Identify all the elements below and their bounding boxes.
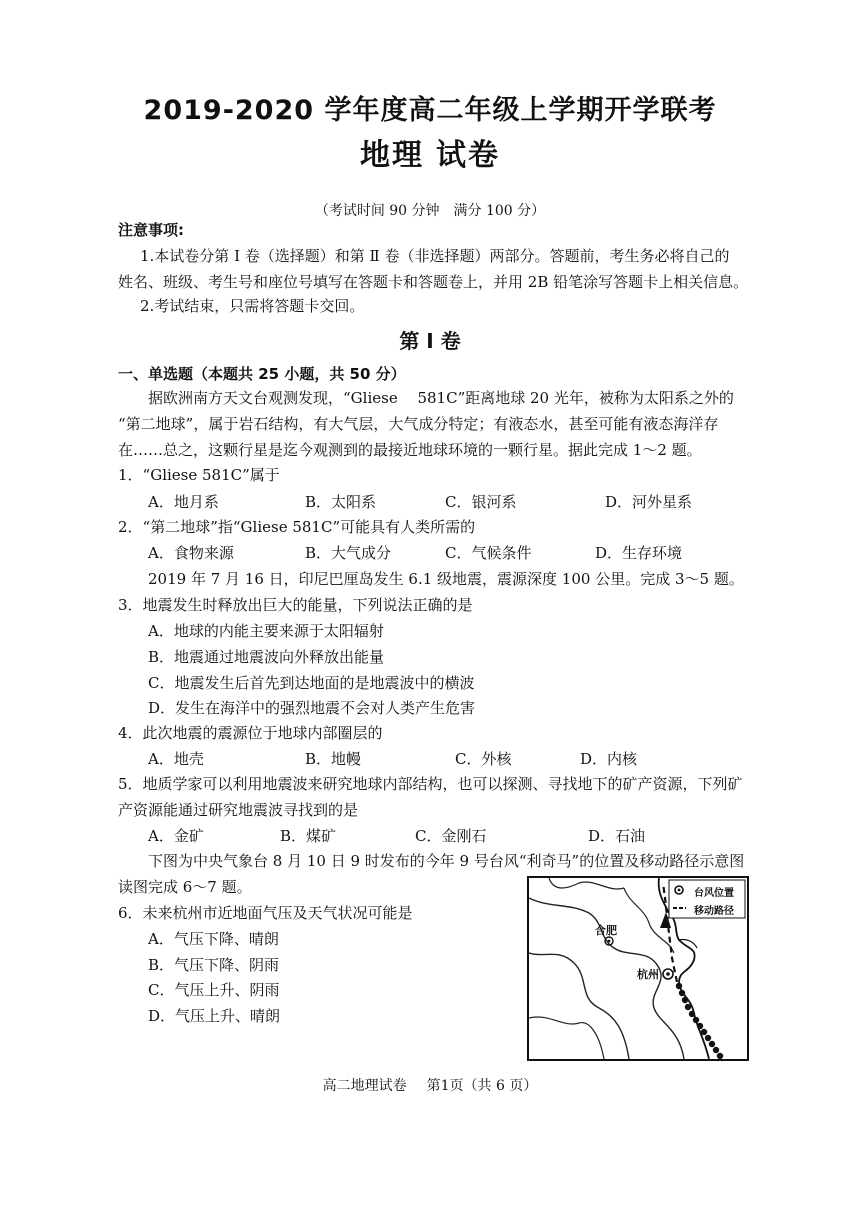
question-4-option-b: B．地幔: [305, 750, 362, 768]
question-1-option-b: B．太阳系: [305, 493, 377, 511]
city-label-hangzhou: 杭州: [637, 968, 659, 981]
footer-page-number: 第1页（共 6 页）: [426, 1078, 538, 1094]
question-2-option-b: B．大气成分: [305, 544, 392, 562]
city-label-hefei: 合肥: [595, 924, 617, 937]
question-1-option-c: C．银河系: [445, 493, 517, 511]
question-4-option-c: C．外核: [455, 750, 512, 768]
question-6-option-b: B．气压下降、阴雨: [148, 956, 280, 974]
question-6-stem: 6．未来杭州市近地面气压及天气状况可能是: [118, 904, 413, 922]
notice-item-1-line-1: 1.本试卷分第 Ⅰ 卷（选择题）和第 Ⅱ 卷（非选择题）两部分。答题前，考生务必将自己的: [140, 247, 730, 265]
typhoon-map: [527, 876, 749, 1061]
question-2-option-c: C．气候条件: [445, 544, 532, 562]
question-3-option-a: A．地球的内能主要来源于太阳辐射: [148, 622, 384, 640]
subject-name: 地理: [360, 138, 424, 173]
question-6-option-d: D．气压上升、晴朗: [148, 1007, 281, 1025]
section-title: 第 I 卷: [399, 329, 461, 353]
question-5-option-b: B．煤矿: [280, 827, 337, 845]
legend-path-label: 移动路径: [694, 906, 734, 917]
question-6-option-a: A．气压下降、晴朗: [148, 930, 279, 948]
footer-subject: 高二地理试卷: [322, 1078, 407, 1094]
notice-item-2: 2.考试结束，只需将答题卡交回。: [140, 297, 365, 315]
question-5-option-c: C．金刚石: [415, 827, 487, 845]
passage-1-line-2: “第二地球”，属于岩石结构，有大气层，大气成分特定；有液态水，甚至可能有液态海洋存: [118, 415, 719, 433]
question-4-stem: 4．此次地震的震源位于地球内部圈层的: [118, 724, 383, 742]
paper-title: [0, 130, 860, 174]
legend-typhoon-label: 台风位置: [694, 888, 734, 899]
passage-1-line-3: 在……总之，这颗行星是迄今观测到的最接近地球环境的一颗行星。据此完成 1～2 题。: [118, 441, 702, 459]
page-footer: [0, 1075, 860, 1095]
question-4-option-d: D．内核: [580, 750, 638, 768]
question-5-option-d: D．石油: [588, 827, 646, 845]
passage-3-line-1: 下图为中央气象台 8 月 10 日 9 时发布的今年 9 号台风“利奇马”的位置及移动路径示意图: [148, 852, 745, 870]
question-5-option-a: A．金矿: [148, 827, 204, 845]
question-3-option-d: D．发生在海洋中的强烈地震不会对人类产生危害: [148, 699, 476, 717]
question-6-option-c: C．气压上升、阴雨: [148, 981, 280, 999]
question-5-stem-line-1: 5．地质学家可以利用地震波来研究地球内部结构，也可以探测、寻找地下的矿产资源，下列矿: [118, 775, 743, 793]
notice-heading: 注意事项:: [118, 221, 184, 239]
part-heading: 一、单选题（本题共 25 小题，共 50 分）: [118, 365, 406, 383]
passage-2: 2019 年 7 月 16 日，印尼巴厘岛发生 6.1 级地震，震源深度 100 公里。完成 3～5 题。: [148, 570, 744, 588]
paper-label: 试卷: [436, 138, 500, 173]
question-1-stem: 1．“Gliese 581C”属于: [118, 466, 280, 484]
question-2-option-a: A．食物来源: [148, 544, 234, 562]
question-3-stem: 3．地震发生时释放出巨大的能量，下列说法正确的是: [118, 596, 473, 614]
passage-3-line-2: 读图完成 6～7 题。: [118, 878, 252, 896]
question-3-option-b: B．地震通过地震波向外释放出能量: [148, 648, 385, 666]
exam-info: （考试时间 90 分钟 满分 100 分）: [314, 203, 546, 219]
question-2-option-d: D．生存环境: [595, 544, 683, 562]
passage-1-line-1: 据欧洲南方天文台观测发现，“Gliese 581C”距离地球 20 光年，被称为太阳系之外的: [148, 389, 734, 407]
question-4-option-a: A．地壳: [148, 750, 204, 768]
question-2-stem: 2．“第二地球”指“Gliese 581C”可能具有人类所需的: [118, 518, 476, 536]
question-1-option-a: A．地月系: [148, 493, 219, 511]
question-3-option-c: C．地震发生后首先到达地面的是地震波中的横波: [148, 674, 475, 692]
question-5-stem-line-2: 产资源能通过研究地震波寻找到的是: [118, 801, 359, 819]
notice-item-1-line-2: 姓名、班级、考生号和座位号填写在答题卡和答题卷上，并用 2B 铅笔涂写答题卡上相关信息。: [118, 273, 749, 291]
exam-title: 2019-2020 学年度高二年级上学期开学联考: [143, 95, 717, 126]
question-1-option-d: D．河外星系: [605, 493, 693, 511]
